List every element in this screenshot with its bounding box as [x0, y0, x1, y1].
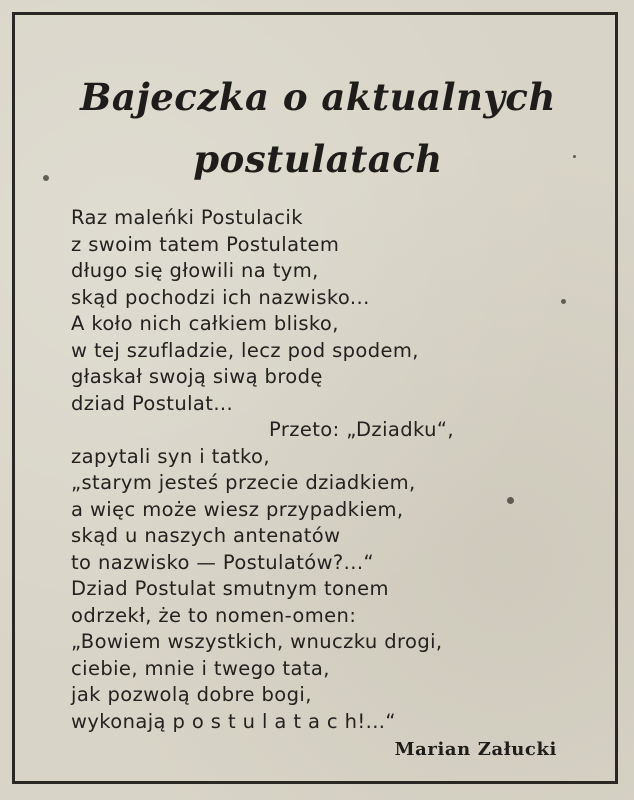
poem-line: Raz maleńki Postulacik: [71, 206, 303, 229]
poem-line: zapytali syn i tatko,: [71, 444, 270, 468]
poem-line: z swoim tatem Postulatem: [71, 232, 340, 256]
poem-title-line-1: Bajeczka o aktualnych: [80, 75, 556, 119]
ink-speck: [507, 497, 514, 504]
poem-line: głaskał swoją siwą brodę: [71, 365, 323, 388]
poem-line: to nazwisko — Postulatów?...“: [71, 550, 374, 574]
poem-line: A koło nich całkiem blisko,: [71, 312, 339, 335]
poem-line: Przeto: „Dziadku“,: [269, 418, 454, 441]
poem-line: w tej szufladzie, lecz pod spodem,: [71, 338, 419, 362]
poem-line: „starym jesteś przecie dziadkiem,: [71, 471, 416, 494]
poem-line: skąd u naszych antenatów: [71, 524, 341, 547]
poem-line: skąd pochodzi ich nazwisko...: [71, 285, 370, 309]
clipping-border: [12, 12, 618, 784]
poem-body: [71, 205, 591, 735]
poem-line: „Bowiem wszystkich, wnuczku drogi,: [71, 630, 443, 653]
poem-line: a więc może wiesz przypadkiem,: [71, 497, 404, 521]
ink-speck: [561, 299, 566, 304]
ink-speck: [43, 175, 49, 181]
poem-line: jak pozwolą dobre bogi,: [71, 683, 312, 706]
author-signature: Marian Załucki: [394, 739, 557, 760]
poem-line: długo się głowili na tym,: [71, 259, 319, 282]
poem-line: odrzekł, że to nomen-omen:: [71, 603, 357, 627]
poem-line: ciebie, mnie i twego tata,: [71, 656, 330, 680]
poem-title-line-2: postulatach: [193, 137, 443, 181]
poem-line: Dziad Postulat smutnym tonem: [71, 577, 389, 600]
ink-speck: [573, 155, 576, 158]
poem-line: dziad Postulat...: [71, 391, 234, 415]
poem-line: wykonają p o s t u l a t a c h!...“: [71, 709, 396, 733]
